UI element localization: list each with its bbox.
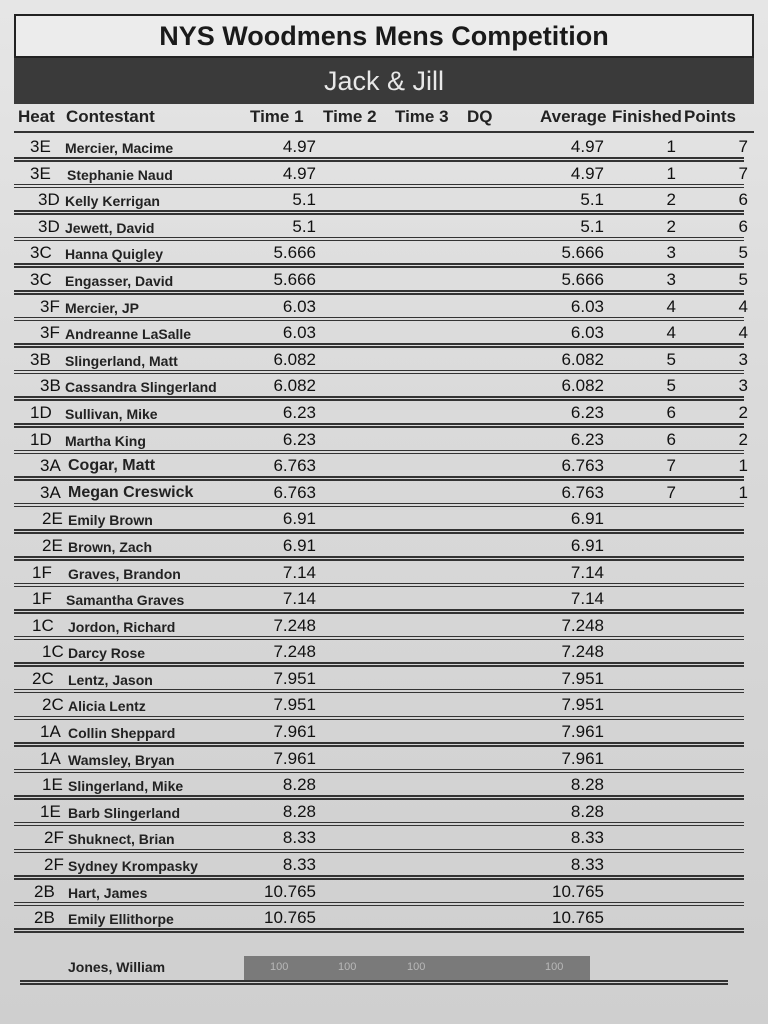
row-rule: [14, 875, 744, 877]
table-row: [0, 613, 768, 640]
contestant-cell: Megan Creswick: [68, 483, 194, 501]
points-cell: 2: [738, 402, 748, 422]
row-rule: [14, 503, 744, 505]
contestant-cell: Lentz, Jason: [68, 671, 153, 688]
row-rule: [14, 822, 744, 824]
row-rule: [14, 343, 744, 345]
table-bottom-rule: [20, 980, 728, 982]
last-row-time2: 100: [338, 961, 357, 973]
heat-cell: 3B: [30, 349, 51, 369]
points-cell: 4: [738, 296, 748, 316]
average-cell: 4.97: [570, 163, 604, 183]
contestant-cell: Mercier, JP: [65, 299, 139, 316]
header-time1: Time 1: [250, 107, 304, 126]
contestant-cell: Emily Ellithorpe: [68, 911, 174, 928]
points-cell: 6: [738, 216, 748, 236]
row-rule: [14, 370, 744, 372]
points-cell: 2: [738, 429, 748, 449]
contestant-cell: Hanna Quigley: [65, 246, 164, 263]
heat-cell: 2C: [42, 695, 64, 715]
contestant-cell: Slingerland, Matt: [65, 352, 178, 369]
time1-cell: 8.28: [282, 801, 316, 821]
finished-cell: 2: [666, 190, 676, 210]
contestant-cell: Sullivan, Mike: [65, 405, 158, 422]
table-row: [0, 267, 768, 294]
table-row: [0, 666, 768, 693]
heat-cell: 1F: [32, 562, 52, 582]
average-cell: 7.14: [570, 562, 604, 582]
table-row: [0, 905, 768, 932]
table-row: [0, 825, 768, 852]
time1-cell: 6.23: [282, 429, 316, 449]
table-row: [0, 373, 768, 400]
average-cell: 8.33: [570, 828, 604, 848]
time1-cell: 7.961: [273, 722, 316, 742]
time1-cell: 10.765: [264, 908, 316, 928]
time1-cell: 6.91: [282, 509, 316, 529]
table-row: [0, 400, 768, 427]
row-rule: [14, 317, 744, 319]
average-cell: 4.97: [570, 137, 604, 156]
points-cell: 7: [738, 163, 748, 183]
row-rule: [14, 742, 744, 744]
table-row: [0, 187, 768, 214]
time1-cell: 8.33: [282, 855, 316, 875]
row-rule: [14, 689, 744, 691]
table-row: [0, 453, 768, 480]
points-cell: 5: [738, 269, 748, 289]
heat-cell: 2B: [34, 881, 55, 901]
average-cell: 6.082: [561, 349, 604, 369]
subtitle-banner: [14, 58, 754, 104]
row-rule: [14, 556, 744, 558]
row-rule: [14, 263, 744, 265]
row-rule: [14, 662, 744, 664]
average-cell: 8.33: [570, 855, 604, 875]
heat-cell: 1E: [42, 775, 63, 795]
heat-cell: 2F: [44, 828, 64, 848]
table-row: [0, 320, 768, 347]
average-cell: 8.28: [570, 775, 604, 795]
average-cell: 6.91: [570, 535, 604, 555]
table-row: [0, 506, 768, 533]
finished-cell: 5: [666, 349, 676, 369]
finished-cell: 2: [666, 216, 676, 236]
time1-cell: 5.1: [292, 216, 316, 236]
row-rule: [14, 636, 744, 638]
points-cell: 1: [738, 482, 748, 502]
average-cell: 10.765: [552, 908, 604, 928]
heat-cell: 3C: [30, 269, 52, 289]
heat-cell: 1A: [40, 748, 61, 768]
last-row-time3: 100: [407, 961, 426, 973]
contestant-cell: Andreanne LaSalle: [65, 326, 192, 343]
heat-cell: 3C: [30, 243, 52, 263]
time1-cell: 5.666: [273, 243, 316, 263]
points-cell: 6: [738, 190, 748, 210]
average-cell: 6.082: [561, 376, 604, 396]
table-row: [0, 746, 768, 773]
table-row: [0, 879, 768, 906]
heat-cell: 1F: [32, 589, 52, 609]
table-row: [0, 799, 768, 826]
time1-cell: 8.33: [282, 828, 316, 848]
heat-cell: 1A: [40, 722, 61, 742]
row-rule: [14, 583, 744, 585]
average-cell: 6.91: [570, 509, 604, 529]
row-rule: [14, 609, 744, 611]
finished-cell: 7: [666, 456, 676, 476]
time1-cell: 8.28: [282, 775, 316, 795]
header-divider: [14, 131, 754, 133]
time1-cell: 6.763: [273, 482, 316, 502]
contestant-cell: Wamsley, Bryan: [68, 751, 175, 768]
heat-cell: 2E: [42, 535, 63, 555]
contestant-cell: Emily Brown: [68, 512, 153, 529]
time1-cell: 7.951: [273, 668, 316, 688]
average-cell: 6.03: [570, 323, 604, 343]
finished-cell: 5: [666, 376, 676, 396]
average-cell: 5.666: [561, 269, 604, 289]
heat-cell: 1D: [30, 429, 52, 449]
average-cell: 6.23: [570, 402, 604, 422]
table-row: [0, 214, 768, 241]
finished-cell: 4: [666, 323, 676, 343]
time1-cell: 6.91: [282, 535, 316, 555]
contestant-cell: Shuknect, Brian: [68, 831, 175, 848]
points-cell: 3: [738, 349, 748, 369]
header-heat: Heat: [18, 107, 55, 126]
row-rule: [14, 769, 744, 771]
table-row: [0, 772, 768, 799]
last-row-name: Jones, William: [68, 959, 166, 975]
heat-cell: 3F: [40, 296, 60, 316]
row-rule: [14, 928, 744, 930]
header-finished: Finished: [612, 107, 682, 126]
header-contestant: Contestant: [66, 107, 155, 126]
contestant-cell: Jordon, Richard: [68, 618, 176, 635]
table-row: [0, 852, 768, 879]
average-cell: 7.951: [561, 668, 604, 688]
average-cell: 10.765: [552, 881, 604, 901]
table-row: [0, 427, 768, 454]
finished-cell: 1: [666, 163, 676, 183]
row-rule: [14, 529, 744, 531]
time1-cell: 6.23: [282, 402, 316, 422]
table-row: [0, 240, 768, 267]
finished-cell: 3: [666, 269, 676, 289]
contestant-cell: Mercier, Macime: [65, 140, 174, 156]
average-cell: 8.28: [570, 801, 604, 821]
contestant-cell: Brown, Zach: [68, 538, 153, 555]
contestant-cell: Jewett, David: [65, 219, 155, 236]
time1-cell: 5.666: [273, 269, 316, 289]
row-rule: [14, 210, 744, 212]
finished-cell: 1: [666, 137, 676, 156]
row-rule: [14, 795, 744, 797]
time1-cell: 5.1: [292, 190, 316, 210]
heat-cell: 3D: [38, 190, 60, 210]
table-row: [0, 692, 768, 719]
event-name: Jack & Jill: [323, 65, 445, 96]
heat-cell: 3E: [30, 137, 51, 156]
heat-cell: 3D: [38, 216, 60, 236]
time1-cell: 6.03: [282, 296, 316, 316]
row-rule: [14, 450, 744, 452]
finished-cell: 3: [666, 243, 676, 263]
row-rule: [14, 476, 744, 478]
contestant-cell: Cassandra Slingerland: [65, 379, 217, 396]
points-cell: 1: [738, 456, 748, 476]
time1-cell: 4.97: [282, 137, 316, 156]
heat-cell: 1D: [30, 402, 52, 422]
contestant-cell: Collin Sheppard: [68, 725, 176, 742]
heat-cell: 1E: [40, 801, 61, 821]
points-cell: 7: [738, 137, 748, 156]
points-cell: 4: [738, 323, 748, 343]
average-cell: 7.248: [561, 615, 604, 635]
average-cell: 6.23: [570, 429, 604, 449]
heat-cell: 1C: [42, 642, 64, 662]
table-row: [0, 134, 768, 161]
heat-cell: 3A: [40, 482, 61, 502]
row-rule: [14, 902, 744, 904]
table-row: [0, 294, 768, 321]
row-rule: [14, 237, 744, 239]
table-bottom-rule-2: [20, 983, 728, 985]
contestant-cell: Alicia Lentz: [68, 698, 146, 715]
contestant-cell: Barb Slingerland: [68, 804, 181, 821]
time1-cell: 6.082: [273, 376, 316, 396]
results-table: [0, 134, 768, 932]
finished-cell: 6: [666, 402, 676, 422]
row-rule: [14, 931, 744, 933]
average-cell: 7.961: [561, 722, 604, 742]
time1-cell: 7.14: [282, 589, 316, 609]
time1-cell: 10.765: [264, 881, 316, 901]
contestant-cell: Engasser, David: [65, 272, 174, 289]
average-cell: 7.248: [561, 642, 604, 662]
page-title: NYS Woodmens Mens Competition: [159, 20, 609, 51]
row-rule: [14, 184, 744, 186]
heat-cell: 3B: [40, 376, 61, 396]
time1-cell: 6.03: [282, 323, 316, 343]
table-row: [0, 161, 768, 188]
title-banner: [14, 14, 754, 58]
heat-cell: 2B: [34, 908, 55, 928]
header-points: Points: [684, 107, 736, 126]
row-rule: [14, 396, 744, 398]
header-average: Average: [540, 107, 607, 126]
finished-cell: 4: [666, 296, 676, 316]
average-cell: 7.961: [561, 748, 604, 768]
points-cell: 3: [738, 376, 748, 396]
table-row: [0, 480, 768, 507]
table-row: [0, 639, 768, 666]
last-row-average: 100: [545, 961, 564, 973]
table-row: [0, 586, 768, 613]
row-rule: [14, 849, 744, 851]
header-time2: Time 2: [323, 107, 377, 126]
time1-cell: 7.248: [273, 615, 316, 635]
header-dq: DQ: [467, 107, 493, 126]
table-row: [0, 560, 768, 587]
time1-cell: 7.14: [282, 562, 316, 582]
heat-cell: 1C: [32, 615, 54, 635]
time1-cell: 7.951: [273, 695, 316, 715]
contestant-cell: Stephanie Naud: [67, 166, 173, 183]
average-cell: 5.1: [580, 216, 604, 236]
points-cell: 5: [738, 243, 748, 263]
heat-cell: 2C: [32, 668, 54, 688]
row-rule: [14, 423, 744, 425]
row-rule: [14, 157, 744, 159]
time1-cell: 6.082: [273, 349, 316, 369]
contestant-cell: Sydney Krompasky: [68, 858, 198, 875]
finished-cell: 6: [666, 429, 676, 449]
contestant-cell: Kelly Kerrigan: [65, 193, 160, 210]
time1-cell: 7.248: [273, 642, 316, 662]
heat-cell: 2F: [44, 855, 64, 875]
heat-cell: 3A: [40, 456, 61, 476]
table-row: [0, 719, 768, 746]
contestant-cell: Darcy Rose: [68, 645, 146, 662]
average-cell: 7.951: [561, 695, 604, 715]
contestant-cell: Graves, Brandon: [68, 565, 181, 582]
time1-cell: 7.961: [273, 748, 316, 768]
contestant-cell: Samantha Graves: [66, 592, 185, 609]
time1-cell: 6.763: [273, 456, 316, 476]
contestant-cell: Slingerland, Mike: [68, 778, 184, 795]
heat-cell: 3F: [40, 323, 60, 343]
contestant-cell: Cogar, Matt: [68, 457, 156, 475]
table-row: [0, 533, 768, 560]
heat-cell: 3E: [30, 163, 51, 183]
last-row-time1: 100: [270, 961, 289, 973]
finished-cell: 7: [666, 482, 676, 502]
contestant-cell: Martha King: [65, 432, 146, 449]
average-cell: 5.1: [580, 190, 604, 210]
average-cell: 5.666: [561, 243, 604, 263]
average-cell: 7.14: [570, 589, 604, 609]
contestant-cell: Hart, James: [68, 884, 148, 901]
table-row: [0, 347, 768, 374]
header-time3: Time 3: [395, 107, 449, 126]
average-cell: 6.763: [561, 482, 604, 502]
row-rule: [14, 716, 744, 718]
time1-cell: 4.97: [282, 163, 316, 183]
row-rule: [14, 290, 744, 292]
average-cell: 6.03: [570, 296, 604, 316]
average-cell: 6.763: [561, 456, 604, 476]
heat-cell: 2E: [42, 509, 63, 529]
